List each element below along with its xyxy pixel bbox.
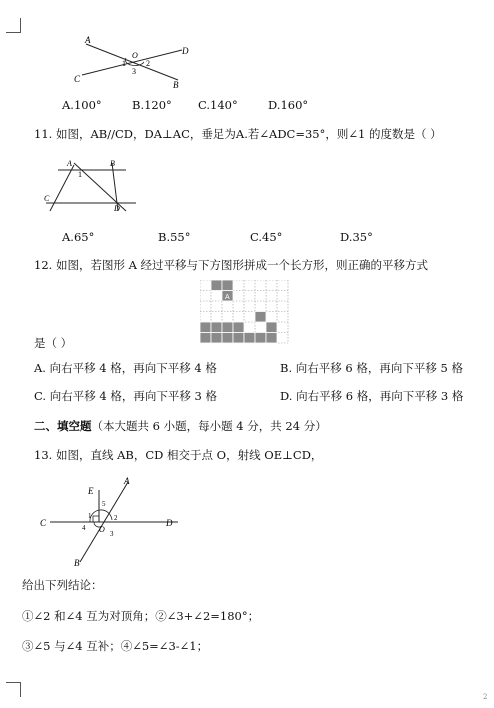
section-2-heading: [34, 419, 327, 433]
q11-option-c: C.45°: [250, 230, 283, 244]
q12-label-a: A: [225, 294, 230, 301]
q12-stem: 12. 如图，若图形 A 经过平移与下方图形拼成一个长方形，则正确的平移方式: [34, 258, 429, 272]
q13-right-angle-mark: [93, 516, 99, 522]
q10-label-c: C: [74, 74, 81, 84]
q12-option-d: D. 向右平移 6 格，再向下平移 3 格: [280, 389, 464, 403]
q13-label-1: 1: [88, 512, 92, 520]
q13-label-5: 5: [102, 500, 106, 508]
q12-stem-continued: 是（ ）: [34, 336, 73, 350]
q11-option-b: B.55°: [158, 230, 191, 244]
q10-option-d: D.160°: [268, 98, 309, 112]
q10-option-b: B.120°: [132, 98, 172, 112]
q12-shape-a: [211, 280, 233, 301]
q13-label-4: 4: [82, 524, 86, 532]
q13-conclusion-line-2: ③∠5 与∠4 互补；④∠5=∠3-∠1；: [22, 639, 209, 653]
q11-label-c: C: [44, 194, 50, 203]
section-2-title: 二、填空题: [34, 419, 92, 433]
q10-label-b: B: [173, 80, 179, 90]
q11-label-b: B: [110, 159, 115, 168]
q11-stem: 11. 如图，AB//CD，DA⊥AC，垂足为A.若∠ADC=35°，则∠1 的度数是（ ）: [34, 127, 442, 141]
q10-option-c: C.140°: [198, 98, 238, 112]
q10-label-o: O: [132, 51, 138, 60]
q10-label-a: A: [85, 35, 91, 45]
q13-label-b: B: [74, 558, 80, 568]
q10-figure: [70, 30, 200, 90]
q12-option-c: C. 向右平移 4 格，再向下平移 3 格: [34, 389, 217, 403]
q13-label-a: A: [124, 476, 130, 486]
q12-option-a: A. 向右平移 4 格，再向下平移 4 格: [34, 361, 217, 375]
q10-option-a: A.100°: [62, 98, 102, 112]
q11-label-d: D: [114, 204, 120, 213]
q13-label-d: D: [166, 518, 173, 528]
q13-conclusions-intro: 给出下列结论：: [22, 578, 103, 592]
q11-option-a: A.65°: [62, 230, 95, 244]
q10-label-3: 3: [132, 67, 136, 76]
q11-label-a: A: [67, 159, 72, 168]
q12-bottom-shape: [200, 312, 277, 344]
q13-label-2: 2: [114, 514, 118, 522]
q10-label-2: 2: [146, 59, 150, 68]
q10-label-1: 1: [122, 59, 126, 68]
q13-label-3: 3: [110, 530, 114, 538]
q11-label-1: 1: [78, 170, 82, 179]
q11-line-ac: [50, 165, 74, 211]
q13-label-o: O: [99, 525, 105, 534]
q12-option-b: B. 向右平移 6 格，再向下平移 5 格: [280, 361, 464, 375]
q13-stem: 13. 如图，直线 AB，CD 相交于点 O，射线 OE⊥CD，: [34, 448, 323, 462]
q13-figure: [38, 476, 188, 570]
q11-option-d: D.35°: [340, 230, 373, 244]
page-number: 2: [483, 693, 488, 701]
q10-label-d: D: [182, 46, 189, 56]
crop-mark-bottom-left: [6, 682, 21, 697]
q12-grid-figure: [200, 280, 290, 344]
section-2-note: （本大题共 6 小题，每小题 4 分，共 24 分）: [91, 419, 327, 433]
q13-conclusion-line-1: ①∠2 和∠4 互为对顶角；②∠3+∠2=180°；: [22, 609, 260, 623]
q13-label-c: C: [40, 518, 47, 528]
crop-mark-top-left: [6, 18, 21, 33]
q13-label-e: E: [88, 486, 94, 496]
q11-figure: [40, 155, 140, 217]
